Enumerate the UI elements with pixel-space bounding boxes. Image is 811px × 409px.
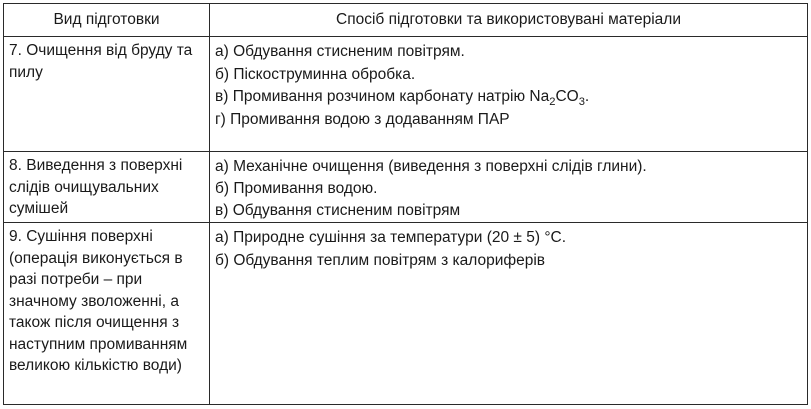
- method-item: а) Природне сушіння за температури (20 ± 5) °С.: [215, 229, 567, 246]
- preparation-type-text: 9. Сушіння поверхні (операція виконується в разі потреби – при значному зволоженні, а також після очищення з наступним промиванням великою кількістю води): [9, 228, 188, 374]
- methods-cell: [210, 152, 808, 223]
- method-item: в) Промивання розчином карбонату натрію $Na_2CO_3$.: [215, 88, 590, 108]
- preparation-type-text: 7. Очищення від бруду та пилу: [9, 42, 193, 81]
- method-item: а) Обдування стисненим повітрям.: [215, 43, 465, 60]
- table-row: [4, 223, 808, 405]
- method-item: б) Промивання водою.: [215, 180, 378, 197]
- method-item: в) Обдування стисненим повітрям: [215, 202, 461, 219]
- header-method-and-materials: Спосіб підготовки та використовувані матеріали: [210, 4, 808, 37]
- preparation-type-cell: [4, 223, 210, 405]
- method-item: б) Обдування теплим повітрям з калориферів: [215, 251, 546, 269]
- table-row: [4, 152, 808, 223]
- method-item: б) Піскоструминна обробка.: [215, 65, 416, 83]
- methods-cell: [210, 223, 808, 405]
- method-item: г) Промивання водою з додаванням ПАР: [215, 110, 510, 128]
- method-item: а) Механічне очищення (виведення з поверхні слідів глини).: [215, 158, 647, 175]
- surface-preparation-table: [3, 3, 808, 405]
- preparation-type-cell: [4, 152, 210, 223]
- methods-cell: [210, 37, 808, 152]
- preparation-type-text: 8. Виведення з поверхні слідів очищувальних сумішей: [9, 157, 183, 217]
- preparation-type-cell: [4, 37, 210, 152]
- header-preparation-type: Вид підготовки: [4, 4, 210, 37]
- table-row: [4, 37, 808, 152]
- table-header-row: [4, 4, 808, 37]
